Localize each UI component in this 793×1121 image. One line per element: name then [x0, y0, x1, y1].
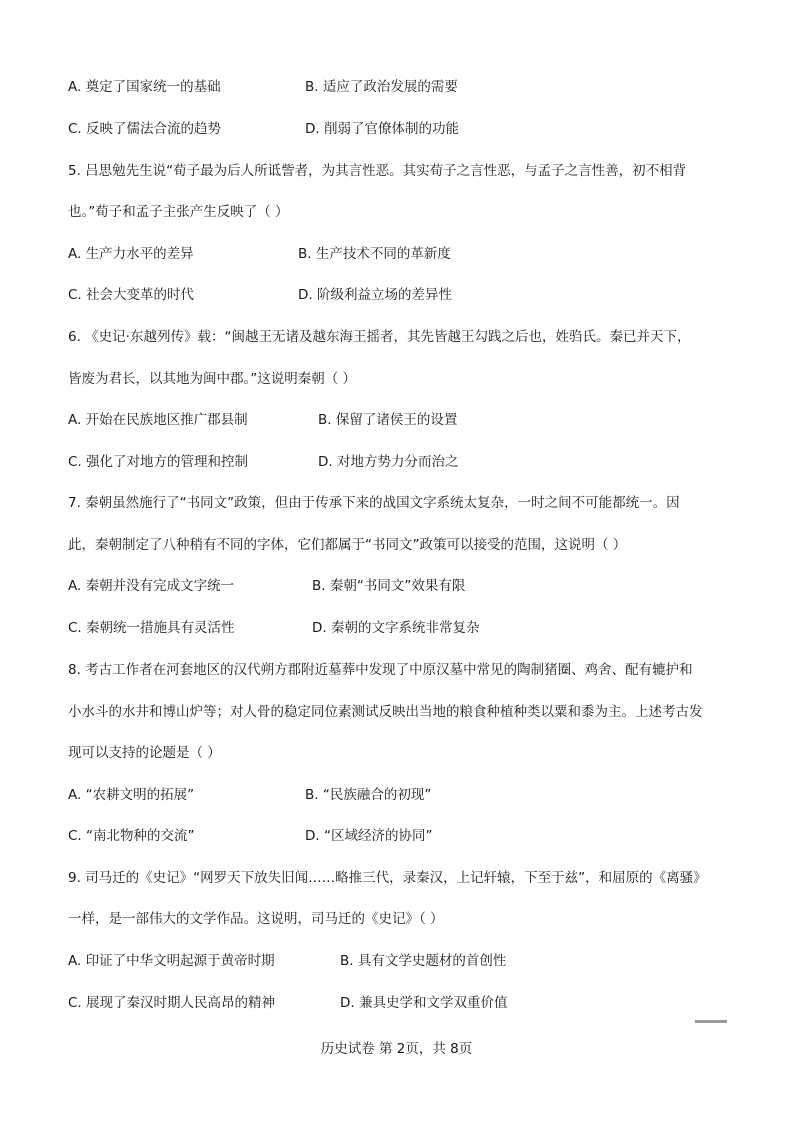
q5-option-c: C. 社会大变革的时代	[68, 287, 195, 303]
q6-option-d: D. 对地方势力分而治之	[318, 454, 459, 470]
q5-option-b: B. 生产技术不同的革新度	[298, 246, 451, 262]
q9-option-d: D. 兼具史学和文学双重价值	[340, 995, 508, 1011]
decorative-rule	[695, 1020, 727, 1023]
q9-option-b: B. 具有文学史题材的首创性	[340, 953, 507, 969]
q9-stem-line-1: 9. 司马迁的《史记》“网罗天下放失旧闻……略推三代，录秦汉，上记轩辕，下至于兹”，和屈原的《离骚》	[68, 870, 707, 886]
q8-stem-line-1: 8. 考古工作者在河套地区的汉代朔方郡附近墓葬中发现了中原汉墓中常见的陶制猪圈、鸡舍、配有辘护和	[68, 662, 693, 678]
q8-option-a: A. “农耕文明的拓展”	[68, 787, 195, 803]
q5-stem-line-1: 5. 吕思勉先生说“荀子最为后人所诋訾者，为其言性恶。其实荀子之言性恶，与孟子之言性善，初不相背	[68, 163, 687, 179]
q6-option-b: B. 保留了诸侯王的设置	[318, 412, 458, 428]
q4-option-b: B. 适应了政治发展的需要	[305, 79, 458, 95]
q9-option-a: A. 印证了中华文明起源于黄帝时期	[68, 953, 275, 969]
q8-stem-line-2: 小水斗的水井和博山炉等；对人骨的稳定同位素测试反映出当地的粮食种植种类以粟和黍为主。上述考古发	[68, 704, 703, 720]
q8-stem-line-3: 现可以支持的论题是（ ）	[68, 745, 221, 761]
q5-option-a: A. 生产力水平的差异	[68, 246, 194, 262]
q8-option-c: C. “南北物种的交流”	[68, 828, 195, 844]
q8-option-d: D. “区域经济的协同”	[305, 828, 433, 844]
page-footer: 历史试卷 第 2页，共 8页	[320, 1041, 473, 1057]
q9-option-c: C. 展现了秦汉时期人民高昂的精神	[68, 995, 276, 1011]
q6-stem-line-1: 6. 《史记·东越列传》载：“闽越王无诸及越东海王摇者，其先皆越王勾践之后也，姓驺氏。秦已并天下，	[68, 329, 691, 345]
q9-stem-line-2: 一样，是一部伟大的文学作品。这说明，司马迁的《史记》（ ）	[68, 911, 444, 927]
q7-option-d: D. 秦朝的文字系统非常复杂	[312, 620, 480, 636]
q5-option-d: D. 阶级利益立场的差异性	[298, 287, 452, 303]
q7-option-b: B. 秦朝“书同文”效果有限	[312, 578, 466, 594]
q7-stem-line-1: 7. 秦朝虽然施行了“书同文”政策，但由于传承下来的战国文字系统太复杂，一时之间不可能都统一。因	[68, 495, 680, 511]
q7-option-a: A. 秦朝并没有完成文字统一	[68, 578, 235, 594]
q7-stem-line-2: 此，秦朝制定了八种稍有不同的字体，它们都属于“书同文”政策可以接受的范围，这说明（ ）	[68, 537, 627, 553]
q6-stem-line-2: 皆废为君长，以其地为闽中郡。”这说明秦朝（ ）	[68, 371, 357, 387]
q6-option-c: C. 强化了对地方的管理和控制	[68, 454, 249, 470]
q4-option-c: C. 反映了儒法合流的趋势	[68, 121, 222, 137]
q5-stem-line-2: 也。”荀子和孟子主张产生反映了（ ）	[68, 204, 289, 220]
q4-option-d: D. 削弱了官僚体制的功能	[305, 121, 459, 137]
q4-option-a: A. 奠定了国家统一的基础	[68, 79, 221, 95]
q6-option-a: A. 开始在民族地区推广郡县制	[68, 412, 248, 428]
q8-option-b: B. “民族融合的初现”	[305, 787, 432, 803]
q7-option-c: C. 秦朝统一措施具有灵活性	[68, 620, 235, 636]
